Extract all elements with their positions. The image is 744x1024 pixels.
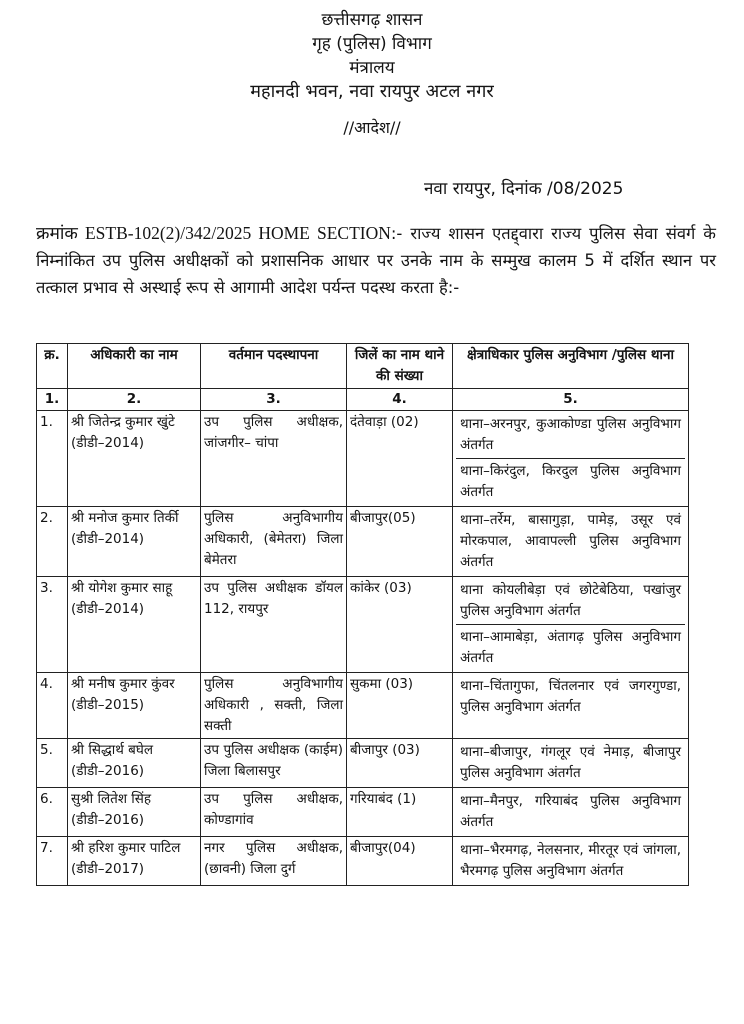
district-station-count: बीजापुर (03) xyxy=(347,739,453,788)
officer-cell xyxy=(68,837,201,886)
table-row xyxy=(37,507,689,577)
officer-cell xyxy=(68,507,201,577)
order-body: :- राज्य शासन एतद्द्वारा राज्य पुलिस सेवा संवर्ग के निम्नांकित उप पुलिस अधीक्षकों को प्रशासनिक आधार पर उनके नाम के सम्मुख कालम 5 में दर्शित स्थान पर तत्काल प्रभाव से अस्थाई रूप से आगामी आदेश पर्यन्त पदस्थ करता है:- xyxy=(36,224,716,297)
district-station-count: गरियाबंद (1) xyxy=(347,788,453,837)
column-number: 4. xyxy=(347,389,453,411)
government-name: छत्तीसगढ़ शासन xyxy=(321,10,423,30)
current-posting: उप पुलिस अधीक्षक डॉयल 112, रायपुर xyxy=(201,577,347,673)
current-posting: उप पुलिस अधीक्षक, जांजगीर– चांपा xyxy=(201,411,347,507)
table-row xyxy=(37,739,689,788)
officer-batch: (डीडी–2014) xyxy=(71,601,145,617)
officer-name: श्री मनीष कुमार कुंवर xyxy=(71,676,175,692)
jurisdiction-cell xyxy=(453,507,689,577)
officer-cell xyxy=(68,577,201,673)
district-station-count: सुकमा (03) xyxy=(347,673,453,739)
jurisdiction-item: थाना–भैरमगढ़, नेलसनार, मीरतूर एवं जांगला, भैरमगढ़ पुलिस अनुविभाग अंतर्गत xyxy=(460,842,681,879)
officer-batch: (डीडी–2016) xyxy=(71,763,145,779)
order-reference: क्रमांक ESTB-102(2)/342/2025 HOME SECTION xyxy=(36,223,391,243)
current-posting: पुलिस अनुविभागीय अधिकारी , सक्ती, जिला सक्ती xyxy=(201,673,347,739)
column-number-row xyxy=(37,389,689,411)
jurisdiction-cell xyxy=(453,739,689,788)
current-posting: पुलिस अनुविभागीय अधिकारी, (बेमेतरा) जिला बेमेतरा xyxy=(201,507,347,577)
jurisdiction-cell xyxy=(453,788,689,837)
district-station-count: बीजापुर(04) xyxy=(347,837,453,886)
department-name: गृह (पुलिस) विभाग xyxy=(312,34,432,54)
serial-number: 6. xyxy=(37,788,68,837)
officer-batch: (डीडी–2014) xyxy=(71,531,145,547)
table-row xyxy=(37,411,689,507)
transfer-table xyxy=(36,343,689,886)
column-header-officer: अधिकारी का नाम xyxy=(68,344,201,389)
serial-number: 7. xyxy=(37,837,68,886)
officer-name: श्री हरिश कुमार पाटिल xyxy=(71,840,181,856)
district-station-count: कांकेर (03) xyxy=(347,577,453,673)
jurisdiction-cell xyxy=(453,837,689,886)
jurisdiction-item: थाना–किरंदुल, किरदुल पुलिस अनुविभाग अंतर्गत xyxy=(456,458,685,505)
table-row xyxy=(37,788,689,837)
column-header-jurisdiction: क्षेत्राधिकार पुलिस अनुविभाग /पुलिस थाना xyxy=(453,344,689,389)
officer-name: श्री जितेन्द्र कुमार खुंटे xyxy=(71,414,175,430)
office-address: महानदी भवन, नवा रायपुर अटल नगर xyxy=(250,81,494,102)
column-number: 3. xyxy=(201,389,347,411)
officer-cell xyxy=(68,788,201,837)
officer-cell xyxy=(68,739,201,788)
officer-batch: (डीडी–2014) xyxy=(71,435,145,451)
jurisdiction-item: थाना–अरनपुर, कुआकोण्डा पुलिस अनुविभाग अंतर्गत xyxy=(460,416,681,453)
jurisdiction-item: थाना–आमाबेड़ा, अंतागढ़ पुलिस अनुविभाग अंतर्गत xyxy=(456,624,685,671)
officer-name: श्री सिद्धार्थ बघेल xyxy=(71,742,154,758)
jurisdiction-item: थाना–बीजापुर, गंगलूर एवं नेमाड़, बीजापुर पुलिस अनुविभाग अंतर्गत xyxy=(460,744,681,781)
officer-cell xyxy=(68,411,201,507)
current-posting: उप पुलिस अधीक्षक, कोण्डागांव xyxy=(201,788,347,837)
current-posting: उप पुलिस अधीक्षक (काईम) जिला बिलासपुर xyxy=(201,739,347,788)
officer-batch: (डीडी–2016) xyxy=(71,812,145,828)
table-row xyxy=(37,837,689,886)
table-header-row xyxy=(37,344,689,389)
column-number: 5. xyxy=(453,389,689,411)
district-station-count: दंतेवाड़ा (02) xyxy=(347,411,453,507)
order-mark: //आदेश// xyxy=(343,118,401,137)
order-paragraph xyxy=(36,220,716,301)
dateline: नवा रायपुर, दिनांक /08/2025 xyxy=(424,179,624,199)
jurisdiction-cell xyxy=(453,411,689,507)
officer-cell xyxy=(68,673,201,739)
jurisdiction-item: थाना–मैनपुर, गरियाबंद पुलिस अनुविभाग अंतर्गत xyxy=(460,793,681,830)
officer-name: श्री योगेश कुमार साहू xyxy=(71,580,173,596)
jurisdiction-cell xyxy=(453,577,689,673)
secretariat-name: मंत्रालय xyxy=(349,58,395,78)
jurisdiction-cell xyxy=(453,673,689,739)
serial-number: 3. xyxy=(37,577,68,673)
table-row xyxy=(37,673,689,739)
column-header-posting: वर्तमान पदस्थापना xyxy=(201,344,347,389)
current-posting: नगर पुलिस अधीक्षक, (छावनी) जिला दुर्ग xyxy=(201,837,347,886)
column-header-district: जिलें का नाम थाने की संख्या xyxy=(347,344,453,389)
jurisdiction-item: थाना–तर्रेम, बासागुड़ा, पामेड़, उसूर एवं मोरकपाल, आवापल्ली पुलिस अनुविभाग अंतर्गत xyxy=(460,512,681,570)
officer-batch: (डीडी–2017) xyxy=(71,861,145,877)
serial-number: 4. xyxy=(37,673,68,739)
district-station-count: बीजापुर(05) xyxy=(347,507,453,577)
column-number: 1. xyxy=(37,389,68,411)
officer-batch: (डीडी–2015) xyxy=(71,697,145,713)
serial-number: 5. xyxy=(37,739,68,788)
officer-name: श्री मनोज कुमार तिर्की xyxy=(71,510,179,526)
jurisdiction-item: थाना–चिंतागुफा, चिंतलनार एवं जगरगुण्डा, पुलिस अनुविभाग अंतर्गत xyxy=(460,678,681,715)
letterhead xyxy=(0,0,744,104)
column-number: 2. xyxy=(68,389,201,411)
officer-name: सुश्री लितेश सिंह xyxy=(71,791,152,807)
table-row xyxy=(37,577,689,673)
serial-number: 2. xyxy=(37,507,68,577)
jurisdiction-item: थाना कोयलीबेड़ा एवं छोटेबेठिया, पखांजुर पुलिस अनुविभाग अंतर्गत xyxy=(460,582,681,619)
column-header-sn: क्र. xyxy=(37,344,68,389)
serial-number: 1. xyxy=(37,411,68,507)
